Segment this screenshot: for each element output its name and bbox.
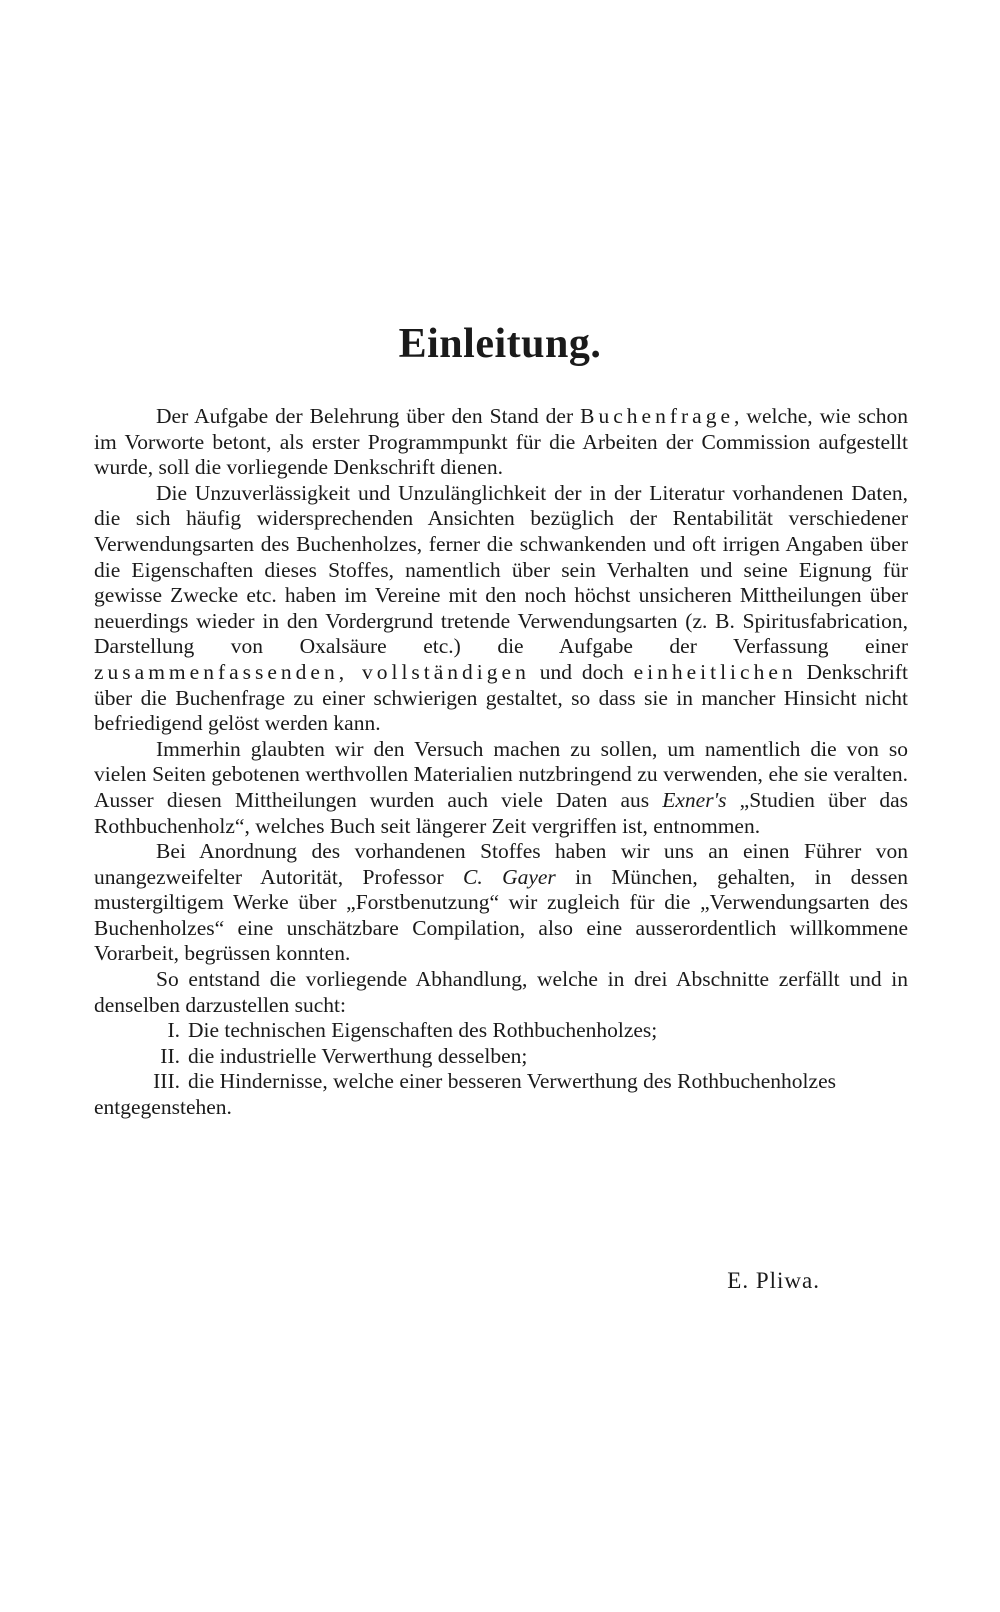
text-run: Bei Anordnung des vorhandenen Stoffes haben wir uns an einen Führer von unangezweifelter Autorität, Professor	[94, 839, 908, 889]
list-text: die Hindernisse, welche einer besseren Verwerthung des Rothbuchenholzes entgegenstehen.	[94, 1069, 836, 1120]
paragraph-4	[94, 839, 908, 967]
emphasized-text: zusammenfassenden, vollständigen	[94, 659, 530, 684]
paragraph-2	[94, 481, 908, 737]
emphasized-text: Buchenfrage	[580, 404, 734, 428]
list-number: I.	[167, 1018, 180, 1043]
text-run: in München, gehalten, in dessen mustergiltigem Werke über „Forstbenutzung“ wir zugleich für die „Verwendungsarten des Buchenholzes“ eine unschätzbare Compilation, also eine ausserordentlich willkommene Vorarbeit, begrüssen konnten.	[94, 864, 908, 966]
italic-name: Exner's	[662, 787, 727, 812]
text-run: , welche, wie schon im Vorworte betont, als erster Programmpunkt für die Arbeiten der Commission aufgestellt wurde, soll die vorliegende Denkschrift dienen.	[94, 404, 908, 480]
list-item	[94, 1018, 908, 1044]
list-number: III.	[153, 1069, 180, 1094]
list-item	[94, 1069, 908, 1120]
list-text: Die technischen Eigenschaften des Rothbuchenholzes;	[188, 1018, 658, 1043]
emphasized-text: einheitlichen	[633, 659, 797, 684]
page-title: Einleitung.	[398, 321, 602, 368]
body-text	[94, 404, 908, 1121]
text-run: So entstand die vorliegende Abhandlung, welche in drei Abschnitte zerfällt und in denselben darzustellen sucht:	[94, 967, 908, 1017]
italic-name: C. Gayer	[463, 864, 556, 889]
paragraph-5	[94, 967, 908, 1018]
list-number: II.	[160, 1043, 180, 1068]
list-text: die industrielle Verwerthung desselben;	[188, 1043, 528, 1068]
author-signature: E. Pliwa.	[727, 1268, 820, 1293]
text-run: „Studien über das Rothbuchenholz“, welches Buch seit längerer Zeit vergriffen ist, entnommen.	[94, 787, 908, 838]
text-run: Denkschrift über die Buchenfrage zu einer schwierigen gestaltet, so dass sie in mancher Hinsicht nicht befriedigend gelöst werden kann.	[94, 659, 909, 736]
text-run: Die Unzuverlässigkeit und Unzulänglichkeit der in der Literatur vorhandenen Daten, die sich häufig widersprechenden Ansichten bezüglich der Rentabilität verschiedener Verwendungsarten des Buchenholzes, ferner die schwankenden und oft irrigen Angaben über die Eigenschaften dieses Stoffes, namentlich über sein Verhalten und seine Eignung für gewisse Zwecke etc. haben im Vereine mit den noch höchst unsicheren Mittheilungen über neuerdings wieder in den Vordergrund tretende Verwendungsarten (z. B. Spiritusfabrication, Darstellung von Oxalsäure etc.) die Aufgabe der Verfassung einer	[94, 480, 908, 659]
section-list	[94, 1018, 908, 1120]
text-run: Immerhin glaubten wir den Versuch machen zu sollen, um namentlich die von so vielen Seiten gebotenen werthvollen Materialien nutzbringend zu verwenden, ehe sie veralten. Ausser diesen Mittheilungen wurden auch viele Daten aus	[94, 736, 908, 812]
paragraph-1	[94, 404, 908, 481]
list-item	[94, 1044, 908, 1070]
text-run: Der Aufgabe der Belehrung über den Stand der	[156, 404, 581, 428]
text-run: und doch	[529, 659, 634, 684]
paragraph-3	[94, 737, 908, 839]
